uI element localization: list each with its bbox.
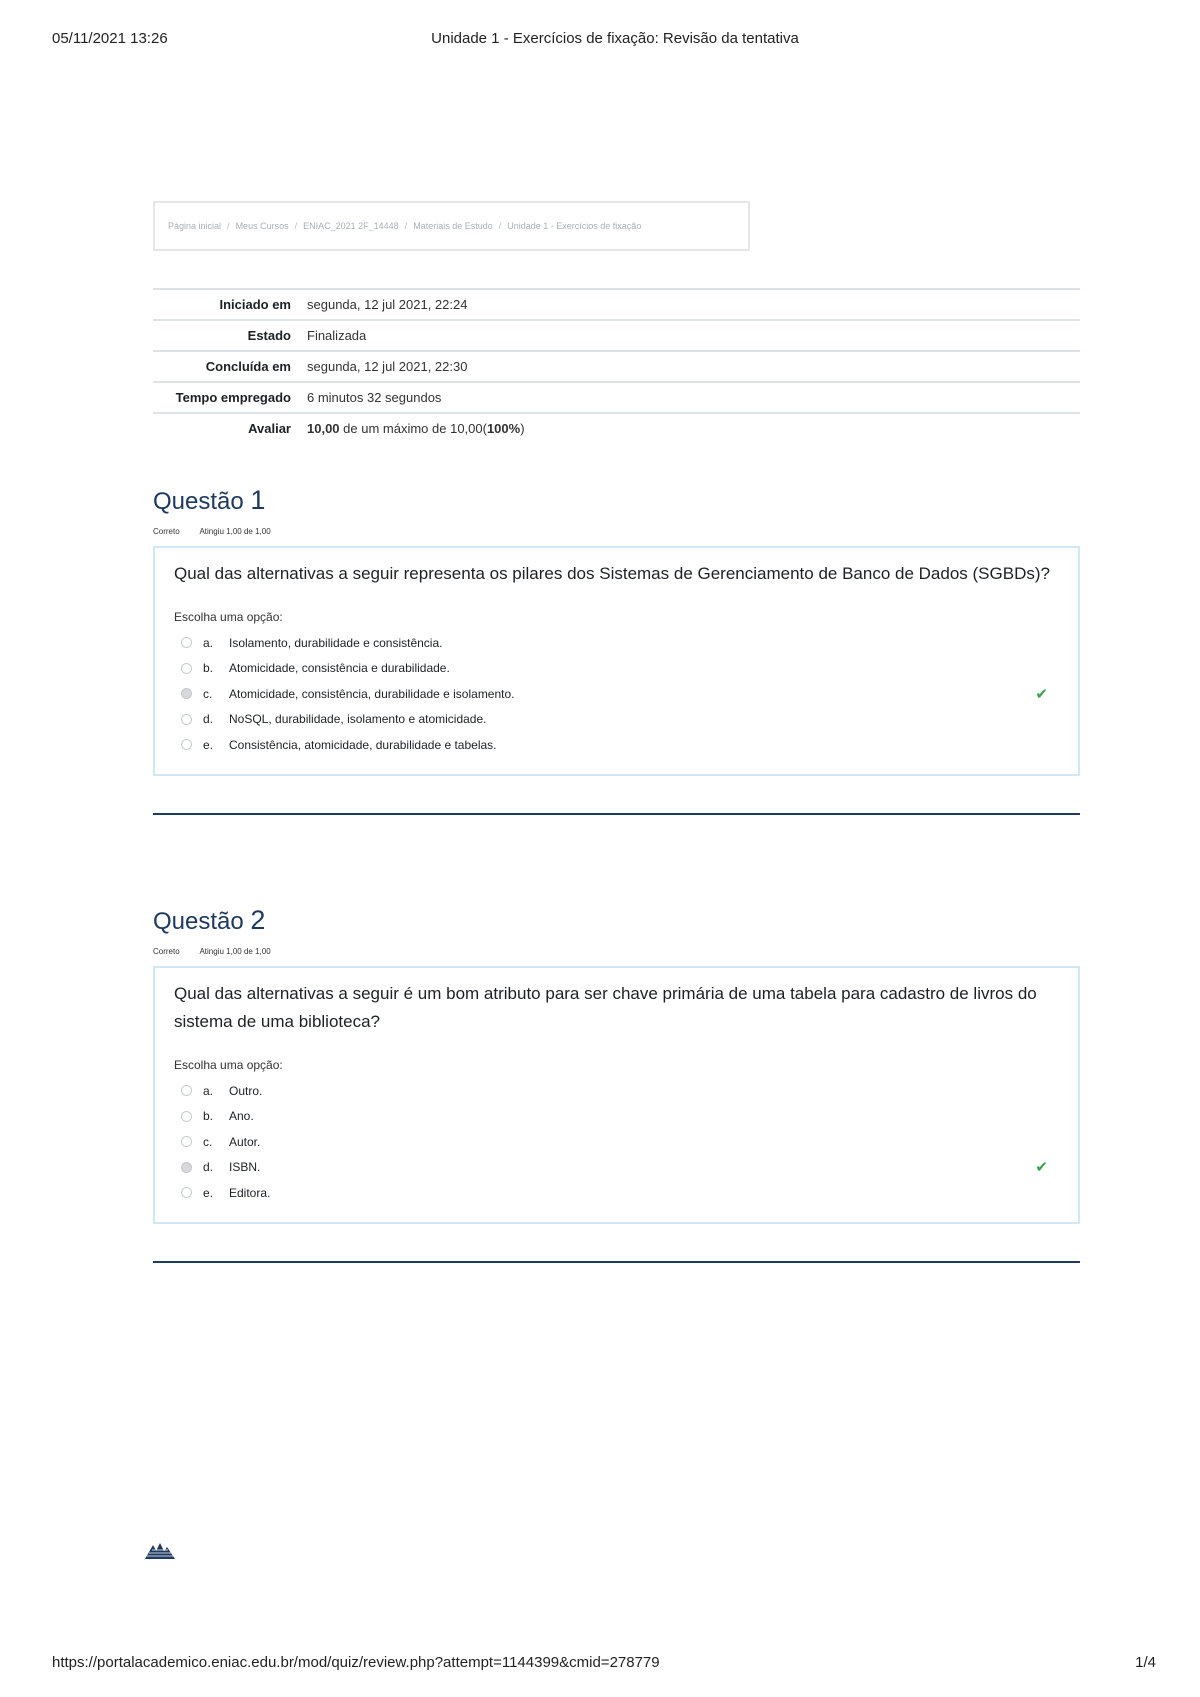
radio-button-selected[interactable]: [181, 688, 192, 699]
print-page-number: 1/4: [1135, 1654, 1156, 1671]
answer-letter: e.: [203, 1185, 214, 1200]
question-divider: [153, 1261, 1080, 1263]
question-text: Qual das alternativas a seguir é um bom atributo para ser chave primária de uma tabela para cadastro de livros do sistema de uma biblioteca?: [174, 984, 1037, 1031]
breadcrumb: [153, 201, 750, 251]
answer-option-e[interactable]: [174, 1180, 1058, 1206]
radio-button-selected[interactable]: [181, 1162, 192, 1173]
summary-label: Avaliar: [248, 421, 291, 436]
question-content-box: [153, 546, 1080, 776]
question-content-box: [153, 966, 1080, 1224]
radio-button[interactable]: [181, 1111, 192, 1122]
answer-text: Autor.: [229, 1134, 261, 1149]
answer-text: NoSQL, durabilidade, isolamento e atomicidade.: [229, 712, 487, 727]
radio-button[interactable]: [181, 1136, 192, 1147]
answer-letter: b.: [203, 661, 214, 676]
summary-label: Iniciado em: [219, 297, 291, 312]
question-info: [153, 947, 1080, 959]
radio-button[interactable]: [181, 739, 192, 750]
summary-value: Finalizada: [307, 328, 367, 343]
answer-text: Isolamento, durabilidade e consistência.: [229, 635, 443, 650]
summary-label: Estado: [247, 328, 291, 343]
answer-option-c[interactable]: [174, 1129, 1058, 1155]
print-title: Unidade 1 - Exercícios de fixação: Revisão da tentativa: [431, 30, 799, 47]
breadcrumb-item-quiz[interactable]: Unidade 1 - Exercícios de fixação: [507, 221, 642, 231]
summary-label: Concluída em: [205, 359, 291, 374]
question-grade: Atingiu 1,00 de 1,00: [199, 527, 271, 536]
question-info: [153, 527, 1080, 539]
answer-text: Atomicidade, consistência e durabilidade.: [229, 661, 450, 676]
summary-row-state: [153, 321, 1080, 352]
summary-row-grade: [153, 414, 1080, 443]
summary-row-completed: [153, 352, 1080, 383]
question-status: Correto: [153, 527, 180, 536]
answer-letter: d.: [203, 1160, 214, 1175]
breadcrumb-separator: /: [498, 221, 502, 231]
grade-max: de um máximo de 10,00(: [339, 421, 487, 436]
answer-letter: e.: [203, 737, 214, 752]
summary-label: Tempo empregado: [175, 390, 291, 405]
question-number: 1: [250, 485, 266, 515]
radio-button[interactable]: [181, 714, 192, 725]
breadcrumb-item-home[interactable]: Página inicial: [168, 221, 222, 231]
question-number: 2: [250, 905, 266, 935]
answer-letter: c.: [203, 1134, 213, 1149]
answer-list: [174, 630, 1058, 758]
question-title: [153, 905, 1080, 943]
question-status: Correto: [153, 947, 180, 956]
answer-text: Consistência, atomicidade, durabilidade e tabelas.: [229, 737, 497, 752]
answer-option-d[interactable]: [174, 1155, 1058, 1181]
summary-value: segunda, 12 jul 2021, 22:24: [307, 297, 468, 312]
correct-check-icon: ✔: [1035, 685, 1048, 703]
summary-value: [291, 414, 525, 443]
choose-option-prompt: Escolha uma opção:: [174, 1058, 283, 1072]
answer-text: Outro.: [229, 1083, 263, 1098]
grade-percent: 100%: [486, 421, 521, 436]
answer-option-a[interactable]: [174, 1078, 1058, 1104]
radio-button[interactable]: [181, 663, 192, 674]
question-1: [153, 485, 1080, 815]
question-divider: [153, 813, 1080, 815]
answer-letter: a.: [203, 635, 214, 650]
breadcrumb-item-my-courses[interactable]: Meus Cursos: [235, 221, 289, 231]
answer-text: Editora.: [229, 1185, 271, 1200]
radio-button[interactable]: [181, 1085, 192, 1096]
answer-text: Atomicidade, consistência, durabilidade e isolamento.: [229, 686, 515, 701]
answer-option-d[interactable]: [174, 707, 1058, 733]
question-title: [153, 485, 1080, 523]
correct-check-icon: ✔: [1035, 1159, 1048, 1177]
question-2: [153, 905, 1080, 1263]
summary-row-started: [153, 290, 1080, 321]
answer-text: ISBN.: [229, 1160, 261, 1175]
answer-letter: c.: [203, 686, 213, 701]
radio-button[interactable]: [181, 1187, 192, 1198]
attempt-summary-table: [153, 288, 1080, 443]
breadcrumb-separator: /: [294, 221, 298, 231]
question-grade: Atingiu 1,00 de 1,00: [199, 947, 271, 956]
answer-option-b[interactable]: [174, 656, 1058, 682]
print-url: https://portalacademico.eniac.edu.br/mod/quiz/review.php?attempt=1144399&cmid=278779: [52, 1654, 660, 1671]
radio-button[interactable]: [181, 637, 192, 648]
answer-list: [174, 1078, 1058, 1206]
answer-letter: d.: [203, 712, 214, 727]
answer-letter: a.: [203, 1083, 214, 1098]
answer-letter: b.: [203, 1109, 214, 1124]
question-label: Questão: [153, 908, 244, 935]
eniac-logo-icon: [145, 1541, 175, 1559]
summary-value: 6 minutos 32 segundos: [307, 390, 442, 405]
answer-text: Ano.: [229, 1109, 254, 1124]
answer-option-b[interactable]: [174, 1104, 1058, 1130]
summary-row-time-taken: [153, 383, 1080, 414]
question-label: Questão: [153, 488, 244, 515]
breadcrumb-separator: /: [227, 221, 230, 231]
answer-option-a[interactable]: [174, 630, 1058, 656]
breadcrumb-item-course[interactable]: ENIAC_2021 2F_14448: [303, 221, 399, 231]
grade-close: ): [520, 421, 525, 436]
grade-score: 10,00: [307, 421, 340, 436]
question-text: Qual das alternativas a seguir representa os pilares dos Sistemas de Gerenciamento de Banco de Dados (SGBDs)?: [174, 564, 1050, 583]
breadcrumb-item-materials[interactable]: Materiais de Estudo: [413, 221, 493, 231]
choose-option-prompt: Escolha uma opção:: [174, 610, 283, 624]
answer-option-e[interactable]: [174, 732, 1058, 758]
summary-value: segunda, 12 jul 2021, 22:30: [307, 359, 468, 374]
answer-option-c[interactable]: [174, 681, 1058, 707]
breadcrumb-separator: /: [404, 221, 408, 231]
print-date: 05/11/2021 13:26: [52, 30, 168, 47]
